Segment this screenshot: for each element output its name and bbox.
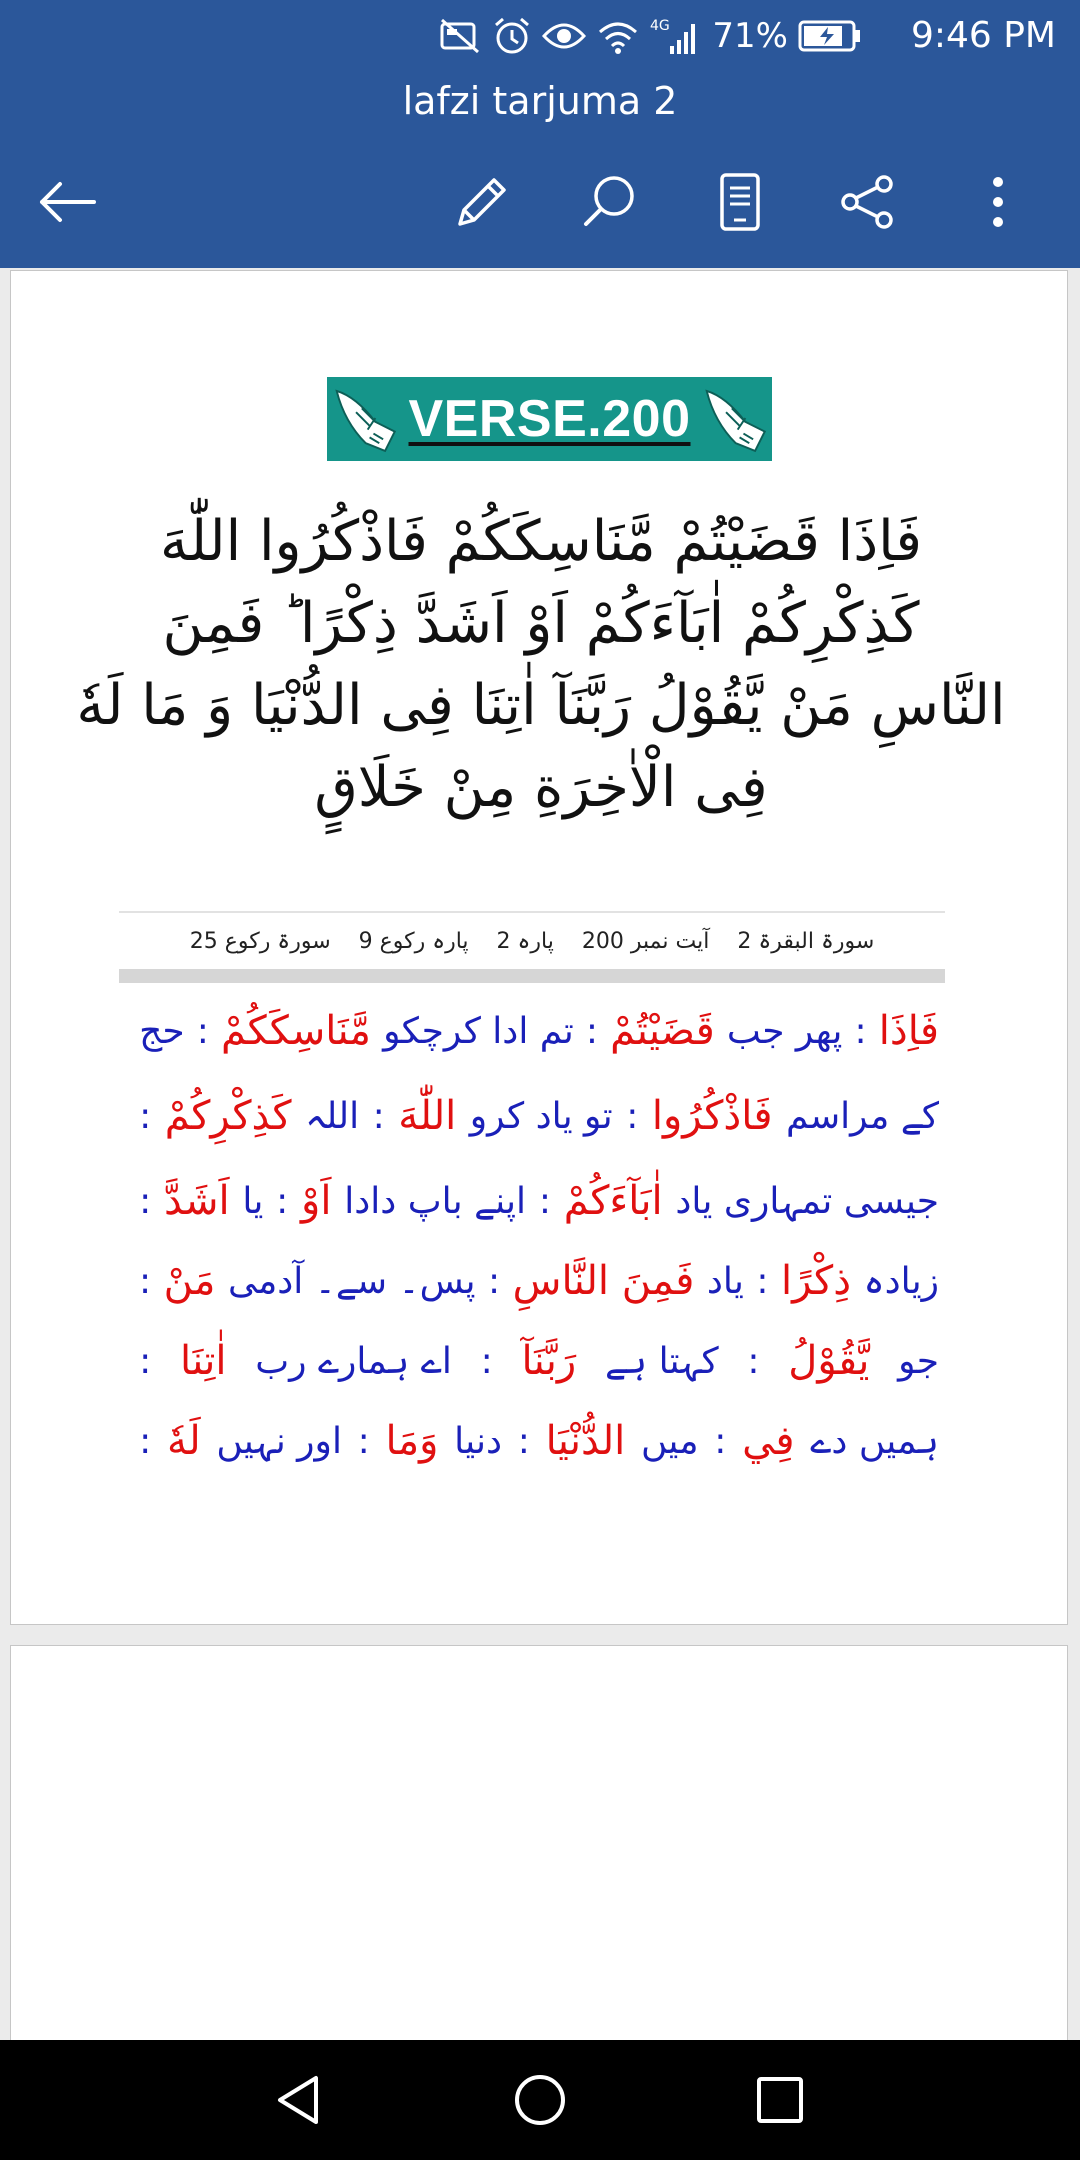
verse-line: فَاِذَا قَضَيْتُمْ مَّنَاسِكَكُمْ فَاذْكُرُوا اللّٰهَ xyxy=(159,509,923,574)
share-icon xyxy=(838,172,898,232)
arabic-word: وَمَا xyxy=(385,1418,439,1464)
status-time: 9:46 PM xyxy=(910,15,1056,56)
arabic-word: كَذِكْرِكُمْ xyxy=(164,1093,292,1139)
arabic-word: اَوْ xyxy=(301,1178,332,1224)
urdu-meaning: یاد xyxy=(706,1260,744,1302)
share-button[interactable] xyxy=(828,162,908,242)
arabic-word: فَاِذَا xyxy=(878,1008,939,1054)
gloss-separator: : xyxy=(714,1420,727,1462)
svg-text:4G: 4G xyxy=(650,18,671,34)
gloss-separator: : xyxy=(626,1095,639,1137)
gloss-line xyxy=(139,996,939,1066)
gloss-separator: : xyxy=(517,1420,530,1462)
system-nav-bar xyxy=(0,2040,1080,2160)
arabic-word: قَضَيْتُمْ xyxy=(610,1008,715,1054)
urdu-meaning: ہمیں دے xyxy=(810,1420,939,1462)
urdu-meaning: پھر جب xyxy=(726,1010,843,1052)
pencil-icon xyxy=(452,172,512,232)
gloss-line xyxy=(139,1406,939,1476)
arabic-word: اٰبَآءَكُمْ xyxy=(563,1178,663,1224)
urdu-meaning: اے ہمارے رب xyxy=(255,1340,452,1382)
urdu-meaning: اپنے باپ دادا xyxy=(344,1180,527,1222)
status-bar xyxy=(0,0,1080,72)
gloss-separator: : xyxy=(747,1340,760,1382)
arabic-word: لَهٗ xyxy=(167,1418,201,1464)
verse-line: فِى الْاٰخِرَةِ مِنْ خَلَاقٍ xyxy=(314,755,768,820)
urdu-meaning: کہتا ہے xyxy=(604,1340,719,1382)
wifi-icon xyxy=(596,16,640,56)
more-vert-icon xyxy=(988,172,1008,232)
document-title: lafzi tarjuma 2 xyxy=(402,79,678,123)
edit-button[interactable] xyxy=(442,162,522,242)
nav-back-icon xyxy=(272,2072,328,2128)
arabic-word: مَنْ xyxy=(163,1258,216,1304)
verse-reference xyxy=(119,911,945,969)
back-button[interactable] xyxy=(28,162,108,242)
arabic-word: فِي xyxy=(742,1418,795,1464)
gloss-separator: : xyxy=(139,1260,152,1302)
nav-recents-icon xyxy=(754,2074,806,2126)
signal-icon xyxy=(650,16,698,56)
gloss-separator: : xyxy=(276,1180,289,1222)
nav-back-button[interactable] xyxy=(260,2060,340,2140)
gloss-separator: : xyxy=(538,1180,551,1222)
search-button[interactable] xyxy=(570,162,650,242)
gloss-separator: : xyxy=(196,1010,209,1052)
urdu-meaning: دنیا xyxy=(454,1420,503,1462)
app-bar xyxy=(0,0,1080,268)
para-ref: پارہ 2 xyxy=(496,928,554,954)
urdu-meaning: تو یاد کرو xyxy=(469,1095,613,1137)
urdu-meaning: میں xyxy=(640,1420,699,1462)
status-icons xyxy=(438,14,862,58)
gloss-line xyxy=(139,1166,939,1236)
urdu-meaning: جیسی تمہاری یاد xyxy=(675,1180,939,1222)
back-arrow-icon xyxy=(38,180,98,224)
gloss-separator: : xyxy=(139,1180,152,1222)
gloss-line xyxy=(139,1326,939,1396)
battery-icon xyxy=(798,18,862,54)
reading-view-button[interactable] xyxy=(700,162,780,242)
arabic-word: رَبَّنَآ xyxy=(521,1338,577,1384)
arabic-word: يَّقُوْلُ xyxy=(788,1338,870,1384)
reading-view-icon xyxy=(718,172,762,232)
verse-banner-text: VERSE.200 xyxy=(408,390,691,448)
urdu-meaning: یا xyxy=(242,1180,264,1222)
urdu-meaning: پس۔ سے۔ آدمی xyxy=(227,1260,476,1302)
document-page-2[interactable] xyxy=(10,1645,1068,2045)
praying-hands-icon xyxy=(697,382,773,456)
arabic-word: مَّنَاسِكَكُمْ xyxy=(220,1008,371,1054)
gloss-separator: : xyxy=(756,1260,769,1302)
gloss-line xyxy=(139,1081,939,1151)
praying-hands-icon xyxy=(327,382,403,456)
urdu-meaning: حج xyxy=(139,1010,185,1052)
arabic-word: اٰتِنَا xyxy=(179,1338,227,1384)
urdu-meaning: زیادہ xyxy=(863,1260,939,1302)
verse-line: النَّاسِ مَنْ يَّقُوْلُ رَبَّنَآ اٰتِنَا فِى الدُّنْيَا وَ مَا لَهٗ xyxy=(76,673,1006,738)
gloss-separator: : xyxy=(488,1260,501,1302)
battery-percent: 71% xyxy=(712,16,788,56)
no-sim-icon xyxy=(438,16,482,56)
nav-recents-button[interactable] xyxy=(740,2060,820,2140)
gloss-separator: : xyxy=(854,1010,867,1052)
urdu-meaning: جو xyxy=(898,1340,939,1382)
nav-home-icon xyxy=(512,2072,568,2128)
surah-ref: سورۃ البقرۃ 2 xyxy=(737,928,875,954)
urdu-meaning: تم ادا کرچکو xyxy=(383,1010,574,1052)
ayat-ref: آیت نمبر 200 xyxy=(581,928,710,954)
arabic-word: اللّٰهَ xyxy=(398,1093,457,1139)
gloss-separator: : xyxy=(139,1420,152,1462)
arabic-word: فَمِنَ النَّاسِ xyxy=(512,1258,695,1304)
eye-icon xyxy=(542,16,586,56)
arabic-word: فَاذْكُرُوا xyxy=(651,1093,773,1139)
gloss-separator: : xyxy=(585,1010,599,1052)
gloss-separator: : xyxy=(139,1340,152,1382)
arabic-word: ذِكْرًا xyxy=(780,1258,852,1304)
more-options-button[interactable] xyxy=(958,162,1038,242)
verse-line: كَذِكْرِكُمْ اٰبَآءَكُمْ اَوْ اَشَدَّ ذِكْرًا ؕ فَمِنَ xyxy=(162,591,920,656)
gloss-line xyxy=(139,1246,939,1316)
search-icon xyxy=(580,172,640,232)
reference-divider xyxy=(119,969,945,983)
verse-banner xyxy=(327,377,772,461)
urdu-meaning: اور نہیں xyxy=(216,1420,342,1462)
urdu-meaning: اللہ xyxy=(305,1095,360,1137)
gloss-separator: : xyxy=(480,1340,493,1382)
gloss-separator: : xyxy=(372,1095,385,1137)
document-page-1[interactable] xyxy=(10,270,1068,1625)
arabic-word: اَشَدَّ xyxy=(163,1178,230,1224)
gloss-separator: : xyxy=(139,1095,152,1137)
para-ruku-ref: پارہ رکوع 9 xyxy=(358,928,469,954)
surah-ruku-ref: سورۃ رکوع 25 xyxy=(189,928,331,954)
gloss-separator: : xyxy=(357,1420,370,1462)
nav-home-button[interactable] xyxy=(500,2060,580,2140)
urdu-meaning: کے مراسم xyxy=(786,1095,939,1137)
arabic-word: الدُّنْيَا xyxy=(545,1418,626,1464)
alarm-icon xyxy=(492,16,532,56)
